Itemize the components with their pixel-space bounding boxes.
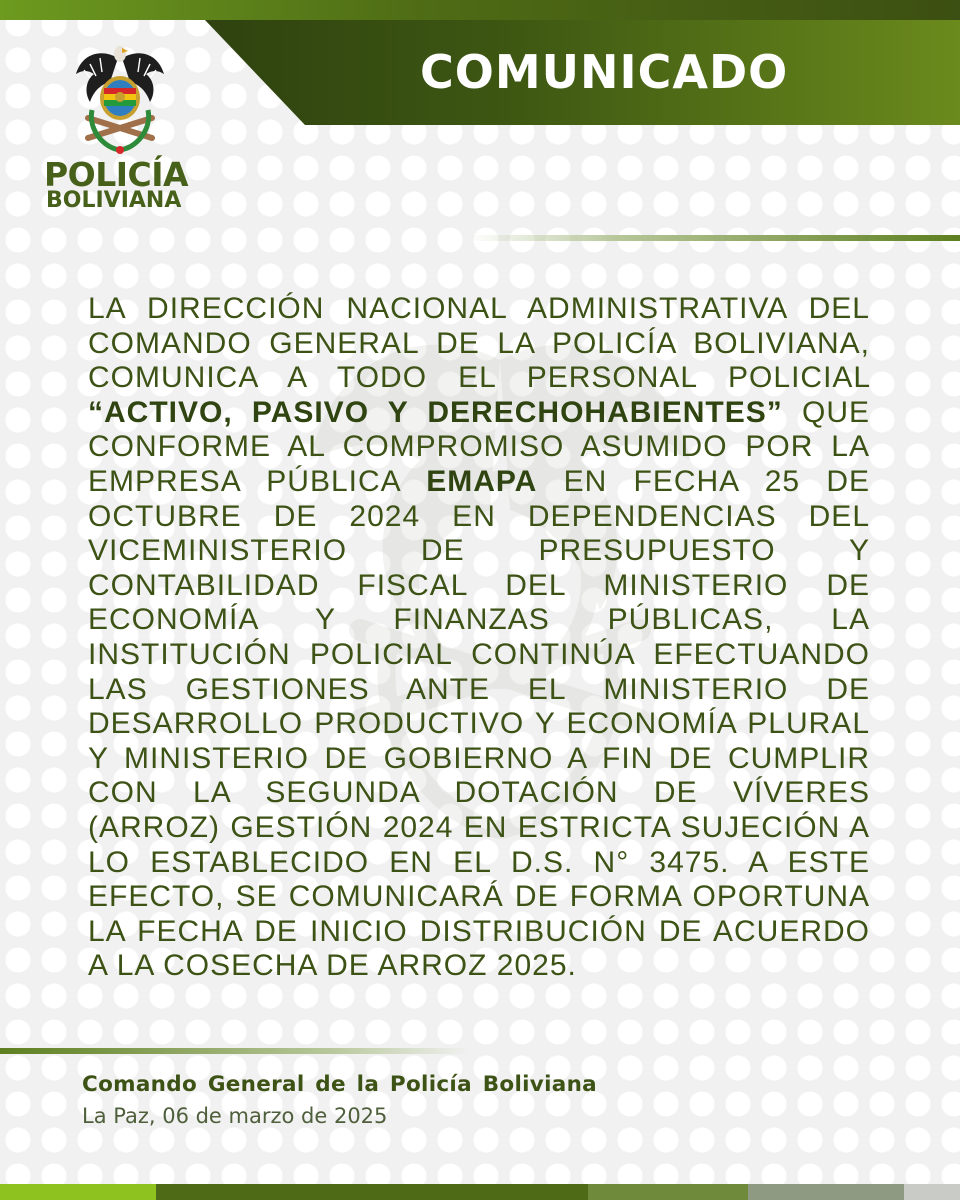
divider-top [470, 235, 960, 241]
bottom-bar-segment [0, 1184, 156, 1200]
divider-bottom [0, 1048, 470, 1054]
body-text-3: EN FECHA 25 DE OCTUBRE DE 2024 EN DEPENDENCIAS DEL VICEMINISTERIO DE PRESUPUESTO Y CONTABILIDAD FISCAL DEL MINISTERIO DE ECONOMÍA Y FINANZAS PÚBLICAS, LA INSTITUCIÓN POLICIAL CONTINÚA EFECTUANDO LAS GESTIONES ANTE EL MINISTERIO DE DESARROLLO PRODUCTIVO Y ECONOMÍA PLURAL Y MINISTERIO DE GOBIERNO A FIN DE CUMPLIR CON LA SEGUNDA DOTACIÓN DE VÍVERES (ARROZ) GESTIÓN 2024 EN ESTRICTA SUJECIÓN A LO ESTABLECIDO EN EL D.S. N° 3475. A ESTE EFECTO, SE COMUNICARÁ DE FORMA OPORTUNA LA FECHA DE INICIO DISTRIBUCIÓN DE ACUERDO A LA COSECHA DE ARROZ 2025. [88, 464, 871, 983]
footer-place-date: La Paz, 06 de marzo de 2025 [82, 1104, 388, 1128]
banner-title: COMUNICADO [420, 45, 789, 99]
bottom-bar-segment [904, 1184, 960, 1200]
bottom-bar-segment [588, 1184, 748, 1200]
shield-icon [100, 76, 140, 120]
body-text-1: LA DIRECCIÓN NACIONAL ADMINISTRATIVA DEL COMANDO GENERAL DE LA POLICÍA BOLIVIANA, COMUNICA A TODO EL PERSONAL POLICIAL [88, 292, 870, 395]
brand-name-line1: POLICÍA [44, 155, 189, 194]
top-accent-strip [0, 0, 960, 20]
body-text-2: QUE CONFORME AL COMPROMISO ASUMIDO POR LA EMPRESA PÚBLICA [88, 395, 870, 498]
body-emphasis-status: “ACTIVO, PASIVO Y DERECHOHABIENTES” [88, 395, 783, 429]
bottom-bar-segment [748, 1184, 904, 1200]
bottom-bar-segment [156, 1184, 588, 1200]
bottom-color-bar [0, 1184, 960, 1200]
body-emphasis-company: EMAPA [426, 464, 538, 498]
footer-signature: Comando General de la Policía Boliviana [82, 1072, 597, 1097]
announcement-body [88, 292, 870, 984]
brand-name-line2: BOLIVIANA [46, 188, 182, 213]
police-emblem-logo [70, 40, 170, 160]
